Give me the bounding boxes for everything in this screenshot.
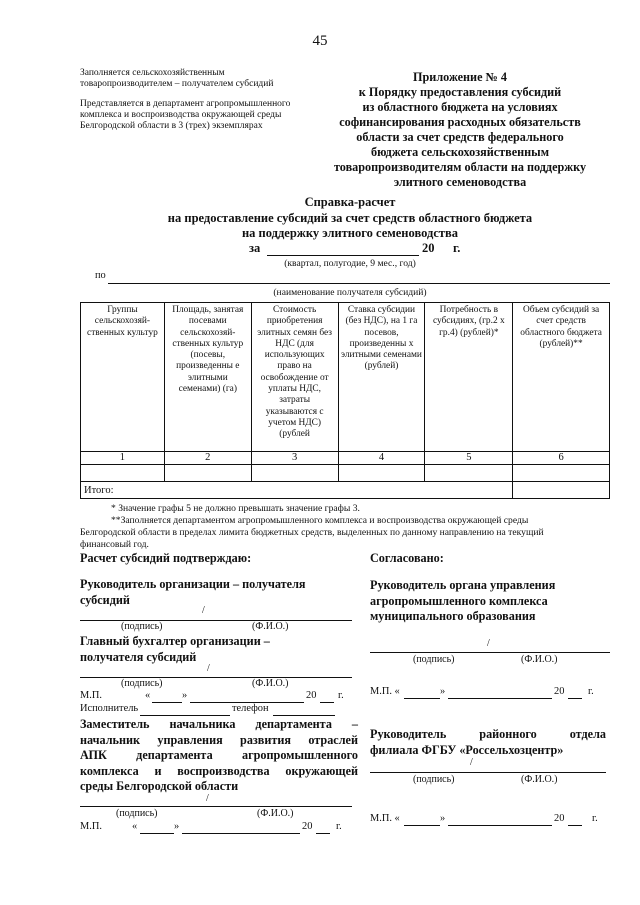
month-field[interactable] <box>448 813 552 826</box>
podpis-caption: (подпись) <box>413 654 455 665</box>
heading-line: муниципального образования <box>370 609 536 623</box>
rosselhoz-head-heading <box>370 727 606 758</box>
period-caption: (квартал, полугодие, 9 мес., год) <box>284 258 416 269</box>
podpis-caption: (подпись) <box>121 621 163 632</box>
title-line: на поддержку элитного семеноводства <box>241 226 459 240</box>
month-field[interactable] <box>182 821 300 834</box>
appendix-line: товаропроизводителям области на поддержку <box>333 160 587 174</box>
fill-note-line: товаропроизводителем – получателем субсидий <box>80 79 274 89</box>
footnote-line: Белгородской области в пределах лимита бюджетных средств, выделенных по данному направлению на текущий <box>80 527 544 538</box>
year-field[interactable] <box>568 686 582 699</box>
podpis-caption: (подпись) <box>116 808 158 819</box>
year-field[interactable] <box>320 690 334 703</box>
year-label: 20 <box>306 690 317 701</box>
column-number: 6 <box>513 452 610 465</box>
fio-caption: (Ф.И.О.) <box>521 774 558 785</box>
column-number: 4 <box>338 452 425 465</box>
month-field[interactable] <box>448 686 552 699</box>
recipient-field[interactable] <box>108 270 610 284</box>
phone-field[interactable] <box>273 703 335 716</box>
appendix-line: софинансирования расходных обязательств <box>339 115 581 129</box>
recipient-caption: (наименование получателя субсидий) <box>273 287 427 298</box>
column-number: 3 <box>251 452 338 465</box>
year-label: 20 <box>554 813 565 824</box>
appendix-line: к Порядку предоставления субсидий <box>358 85 562 99</box>
appendix-line: бюджета сельскохозяйственным <box>370 145 550 159</box>
header-need: Потребность в субсидиях, (гр.2 х гр.4) (рублей)* <box>425 303 513 452</box>
fio-caption: (Ф.И.О.) <box>252 678 289 689</box>
signature-slash: / <box>207 663 210 674</box>
signature-slash: / <box>206 793 209 804</box>
heading-line: среды Белгородской области <box>80 779 239 793</box>
fio-caption: (Ф.И.О.) <box>521 654 558 665</box>
appendix-line: элитного семеноводства <box>393 175 527 189</box>
executor-field[interactable] <box>140 703 230 716</box>
total-label: Итого: <box>81 482 513 499</box>
fio-caption: (Ф.И.О.) <box>257 808 294 819</box>
submit-note-line: комплекса и воспроизводства окружающей среды <box>80 110 282 120</box>
header-area: Площадь, занятая посевами сельскохозяй-ственных культур (посевы, произведенны е элитными семенами) (га) <box>164 303 251 452</box>
submit-note-line: Белгородской области в 3 (трех) экземплярах <box>80 121 263 131</box>
recipient-prefix: по <box>95 270 106 281</box>
header-crop-groups: Группы сельскохозяй-ственных культур <box>81 303 165 452</box>
data-cell[interactable] <box>251 465 338 482</box>
period-field[interactable] <box>267 241 419 256</box>
title-line: на предоставление субсидий за счет средств областного бюджета <box>167 210 533 225</box>
g-label: г. <box>588 686 594 697</box>
signature-slash: / <box>202 605 205 616</box>
heading-line: получателя субсидий <box>80 649 197 664</box>
quote-close: » <box>174 821 180 832</box>
header-seed-cost: Стоимость приобретения элитных семян без НДС (для использующих право на освобождение от уплаты НДС, затраты указываются с учетом НДС) (рублей <box>251 303 338 452</box>
g-label: г. <box>592 813 598 824</box>
heading-line: филиала ФГБУ «Россельхозцентр» <box>370 742 564 757</box>
submit-note-line: Представляется в департамент агропромышленного <box>80 99 291 109</box>
podpis-caption: (подпись) <box>121 678 163 689</box>
period-year-suffix: г. <box>453 241 461 255</box>
year-label: 20 <box>554 686 565 697</box>
heading-line: Заместитель начальника департамента – <box>80 717 358 731</box>
data-cell[interactable] <box>513 465 610 482</box>
heading-line: комплекса и воспроизводства окружающей <box>80 763 358 778</box>
mp-label: М.П. « <box>370 813 400 824</box>
page-number: 45 <box>312 33 328 49</box>
year-label: 20 <box>302 821 313 832</box>
quote-open: « <box>145 690 151 701</box>
fill-note <box>80 68 310 90</box>
heading-line: АПК департамента агропромышленного <box>80 748 358 762</box>
footnote-line: финансовый год. <box>80 539 149 550</box>
phone-label: телефон <box>232 703 269 714</box>
signature-slash: / <box>470 757 473 768</box>
fio-caption: (Ф.И.О.) <box>252 621 289 632</box>
submit-note <box>80 99 320 132</box>
g-label: г. <box>338 690 344 701</box>
appendix-line: Приложение № 4 <box>413 70 507 84</box>
day-field[interactable] <box>404 686 440 699</box>
appendix-line: из областного бюджета на условиях <box>362 100 558 114</box>
data-cell[interactable] <box>81 465 165 482</box>
municipal-signature-line[interactable] <box>370 644 610 653</box>
quote-close: » <box>440 686 446 697</box>
heading-line: Руководитель организации – получателя <box>80 577 306 591</box>
signature-slash: / <box>487 638 490 649</box>
rosselhoz-signature-line[interactable] <box>370 764 606 773</box>
subsidy-table <box>80 302 610 499</box>
quote-close: » <box>440 813 446 824</box>
period-year: 20 <box>422 241 435 255</box>
agreed-heading: Согласовано: <box>370 551 444 565</box>
day-field[interactable] <box>404 813 440 826</box>
total-cell[interactable] <box>513 482 610 499</box>
municipal-head-heading <box>370 578 610 625</box>
month-field[interactable] <box>190 690 304 703</box>
header-volume: Объем субсидий за счет средств областного бюджета (рублей)** <box>513 303 610 452</box>
footnote-2 <box>80 515 616 551</box>
day-field[interactable] <box>152 690 182 703</box>
podpis-caption: (подпись) <box>413 774 455 785</box>
title-line: Справка-расчет <box>304 195 396 209</box>
header-rate: Ставка субсидии (без НДС), на 1 га посевов, произведенны х элитными семенами (рублей) <box>338 303 425 452</box>
deputy-signature-line[interactable] <box>80 800 352 807</box>
column-number: 1 <box>81 452 165 465</box>
day-field[interactable] <box>140 821 174 834</box>
heading-line: агропромышленного комплекса <box>370 593 548 608</box>
heading-line: начальник управления развития отраслей <box>80 732 358 747</box>
accountant-signature-line[interactable] <box>80 667 352 678</box>
g-label: г. <box>336 821 342 832</box>
footnote-line: **Заполняется департаментом агропромышленного комплекса и воспроизводства окружающей среды <box>111 515 529 526</box>
heading-line: субсидий <box>80 592 130 607</box>
heading-line: Руководитель органа управления <box>370 578 556 592</box>
document-title <box>70 195 630 242</box>
fill-note-line: Заполняется сельскохозяйственным <box>80 68 225 78</box>
heading-line: Главный бухгалтер организации – <box>80 634 270 648</box>
column-number: 2 <box>164 452 251 465</box>
footnote-1: * Значение графы 5 не должно превышать значение графы 3. <box>111 503 360 514</box>
appendix-line: области за счет средств федерального <box>356 130 564 144</box>
confirm-heading: Расчет субсидий подтверждаю: <box>80 551 252 565</box>
quote-close: » <box>182 690 188 701</box>
heading-line: Руководитель районного отдела <box>370 727 606 741</box>
mp-label: М.П. <box>80 821 102 832</box>
chief-accountant-heading <box>80 634 360 665</box>
data-cell[interactable] <box>338 465 425 482</box>
org-head-signature-line[interactable] <box>80 610 352 621</box>
org-head-heading <box>80 577 360 608</box>
period-prefix: за <box>249 241 261 255</box>
data-cell[interactable] <box>425 465 513 482</box>
executor-label: Исполнитель <box>80 703 139 714</box>
data-cell[interactable] <box>164 465 251 482</box>
year-field[interactable] <box>316 821 330 834</box>
quote-open: « <box>132 821 138 832</box>
mp-label: М.П. <box>80 690 102 701</box>
appendix-header <box>310 70 610 190</box>
year-field[interactable] <box>568 813 582 826</box>
mp-label: М.П. « <box>370 686 400 697</box>
deputy-head-heading <box>80 717 358 795</box>
column-number: 5 <box>425 452 513 465</box>
